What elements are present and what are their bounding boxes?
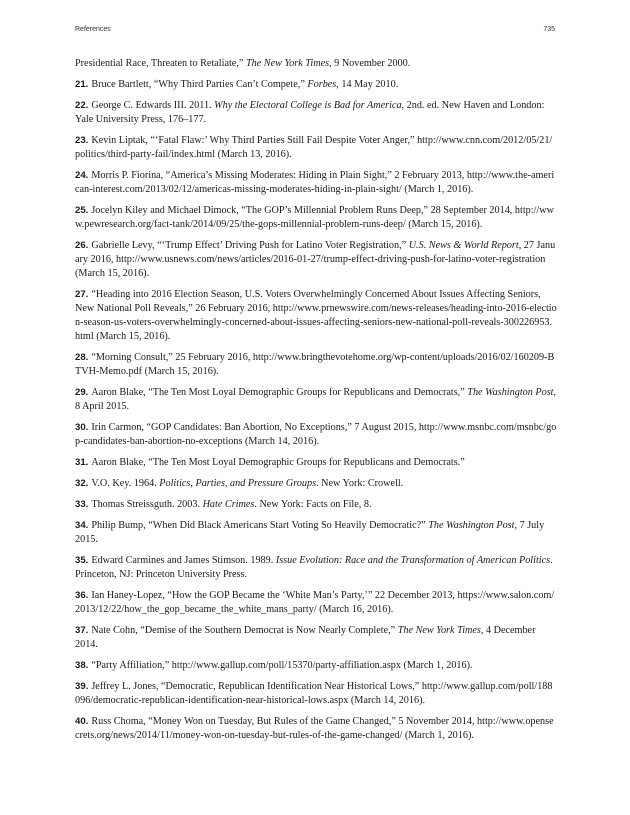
reference-url[interactable]: http://www.bringthevotehome.org/wp-content/uploads/2016/02/160209-BTVH-Memo.pdf (March 15, 2016).: [75, 351, 555, 377]
reference-39: 39. Jeffrey L. Jones, “Democratic, Republican Identification Near Historical Lows,” http://www.gallup.com/poll/188096/democratic-republican-identification-near-historical-lows.aspx (March 14, 2016).: [75, 681, 553, 707]
reference-url[interactable]: https://www.salon.com/2013/12/22/how_the_gop_became_the_white_mans_party/ (March 16, 2016).: [75, 590, 555, 616]
reference-25: 25. Jocelyn Kiley and Michael Dimock, “The GOP’s Millennial Problem Runs Deep,” 28 September 2014, http://www.pewresearch.org/fact-tank/2014/09/25/the-gops-millennial-problem-runs-deep/ (March 15, 2016).: [75, 205, 554, 231]
reference-28: 28. “Morning Consult,” 25 February 2016, http://www.bringthevotehome.org/wp-content/uploads/2016/02/160209-BTVH-Memo.pdf (March 15, 2016).: [75, 351, 555, 377]
reference-url[interactable]: http://www.msnbc.com/msnbc/gop-candidates-ban-abortion-no-exceptions (March 14, 2016).: [75, 421, 557, 447]
reference-32: 32. V.O. Key. 1964. Politics, Parties, and Pressure Groups. New York: Crowell.: [75, 478, 404, 489]
reference-number: 28.: [75, 351, 89, 363]
reference-23: 23. Kevin Liptak, “‘Fatal Flaw:’ Why Third Parties Still Fail Despite Voter Anger,” http://www.cnn.com/2012/05/21/politics/third-party-fail/index.html (March 13, 2016).: [75, 135, 553, 161]
reference-number: 31.: [75, 456, 89, 468]
reference-40: 40. Russ Choma, “Money Won on Tuesday, But Rules of the Game Changed,” 5 November 2014, http://www.opensecrets.org/news/2014/11/money-won-on-tuesday-but-rules-of-the-game-changed/ (March 1, 2016).: [75, 716, 554, 742]
reference-29: 29. Aaron Blake, “The Ten Most Loyal Demographic Groups for Republicans and Democrats,” The Washington Post, 8 April 2015.: [75, 386, 557, 412]
reference-35: 35. Edward Carmines and James Stimson. 1989. Issue Evolution: Race and the Transformation of American Politics. Princeton, NJ: Princeton University Press.: [75, 555, 553, 581]
reference-number: 33.: [75, 499, 89, 511]
reference-number: 35.: [75, 555, 89, 567]
reference-34: 34. Philip Bump, “When Did Black Americans Start Voting So Heavily Democratic?” The Washington Post, 7 July 2015.: [75, 520, 545, 546]
reference-number: 30.: [75, 421, 89, 433]
reference-number: 32.: [75, 478, 89, 489]
reference-38: 38. “Party Affiliation,” http://www.gallup.com/poll/15370/party-affiliation.aspx (March 1, 2016).: [75, 660, 473, 672]
reference-27: 27. “Heading into 2016 Election Season, U.S. Voters Overwhelmingly Concerned About Issues Affecting Seniors, New National Poll Reveals,” 26 February 2016, http://www.prnewswire.com/news-releases/heading-into-2016-election-season-us-voters-overwhelmingly-concerned-about-issues-affecting-seniors-new-national-poll-reveals-300226953.html (March 15, 2016).: [75, 289, 557, 342]
reference-37: 37. Nate Cohn, “Demise of the Southern Democrat is Now Nearly Complete,” The New York Times, 4 December 2014.: [75, 625, 536, 651]
reference-url[interactable]: http://www.cnn.com/2012/05/21/politics/third-party-fail/index.html (March 13, 2016).: [75, 135, 553, 161]
reference-list: [75, 57, 557, 750]
reference-number: 36.: [75, 590, 89, 602]
reference-number: 40.: [75, 716, 89, 728]
reference-url[interactable]: http://www.prnewswire.com/news-releases/heading-into-2016-election-season-us-voters-overwhelmingly-concerned-about-issues-affecting-seniors-new-national-poll-reveals-300226953.html (March 15, 2016).: [75, 303, 557, 342]
reference-number: 39.: [75, 681, 89, 693]
reference-number: 34.: [75, 520, 89, 532]
reference-number: 21.: [75, 79, 89, 91]
section-title: References: [75, 26, 111, 33]
reference-24: 24. Morris P. Fiorina, “America’s Missing Moderates: Hiding in Plain Sight,” 2 February 2013, http://www.the-american-interest.com/2013/02/12/americas-missing-moderates-hiding-in-plain-sight/ (March 1, 2016).: [75, 170, 555, 196]
reference-26: 26. Gabrielle Levy, “‘Trump Effect’ Driving Push for Latino Voter Registration,” U.S. News & World Report, 27 January 2016, http://www.usnews.com/news/articles/2016-01-27/trump-effect-driving-push-for-latino-voter-registration (March 15, 2016).: [75, 240, 556, 279]
reference-url[interactable]: http://www.pewresearch.org/fact-tank/2014/09/25/the-gops-millennial-problem-runs-deep/ (March 15, 2016).: [75, 205, 554, 231]
reference-number: 27.: [75, 289, 89, 301]
reference-number: 37.: [75, 625, 89, 637]
reference-31: 31. Aaron Blake, “The Ten Most Loyal Demographic Groups for Republicans and Democrats.”: [75, 456, 465, 468]
reference-continuation: Presidential Race, Threaten to Retaliate,” The New York Times, 9 November 2000.: [75, 58, 411, 69]
reference-22: 22. George C. Edwards III. 2011. Why the Electoral College is Bad for America, 2nd. ed. New Haven and London: Yale University Press, 176–177.: [75, 100, 545, 126]
page-number: 735: [543, 26, 555, 33]
reference-number: 24.: [75, 170, 89, 182]
reference-number: 29.: [75, 386, 89, 398]
reference-number: 26.: [75, 240, 89, 252]
reference-number: 23.: [75, 135, 89, 147]
reference-url[interactable]: http://www.opensecrets.org/news/2014/11/money-won-on-tuesday-but-rules-of-the-game-changed/ (March 1, 2016).: [75, 716, 554, 742]
reference-url[interactable]: http://www.the-american-interest.com/2013/02/12/americas-missing-moderates-hiding-in-plain-sight/ (March 1, 2016).: [75, 170, 555, 196]
reference-36: 36. Ian Haney-Lopez, “How the GOP Became the ‘White Man’s Party,’” 22 December 2013, https://www.salon.com/2013/12/22/how_the_gop_became_the_white_mans_party/ (March 16, 2016).: [75, 590, 555, 616]
reference-number: 22.: [75, 100, 89, 112]
reference-30: 30. Irin Carmon, “GOP Candidates: Ban Abortion, No Exceptions,” 7 August 2015, http://www.msnbc.com/msnbc/gop-candidates-ban-abortion-no-exceptions (March 14, 2016).: [75, 421, 557, 447]
reference-21: 21. Bruce Bartlett, “Why Third Parties Can’t Compete,” Forbes, 14 May 2010.: [75, 79, 399, 91]
reference-number: 25.: [75, 205, 89, 217]
reference-number: 38.: [75, 660, 89, 672]
reference-33: 33. Thomas Streissguth. 2003. Hate Crimes. New York: Facts on File, 8.: [75, 499, 372, 511]
reference-url[interactable]: http://www.gallup.com/poll/188096/democratic-republican-identification-near-historical-lows.aspx (March 14, 2016).: [75, 681, 553, 707]
